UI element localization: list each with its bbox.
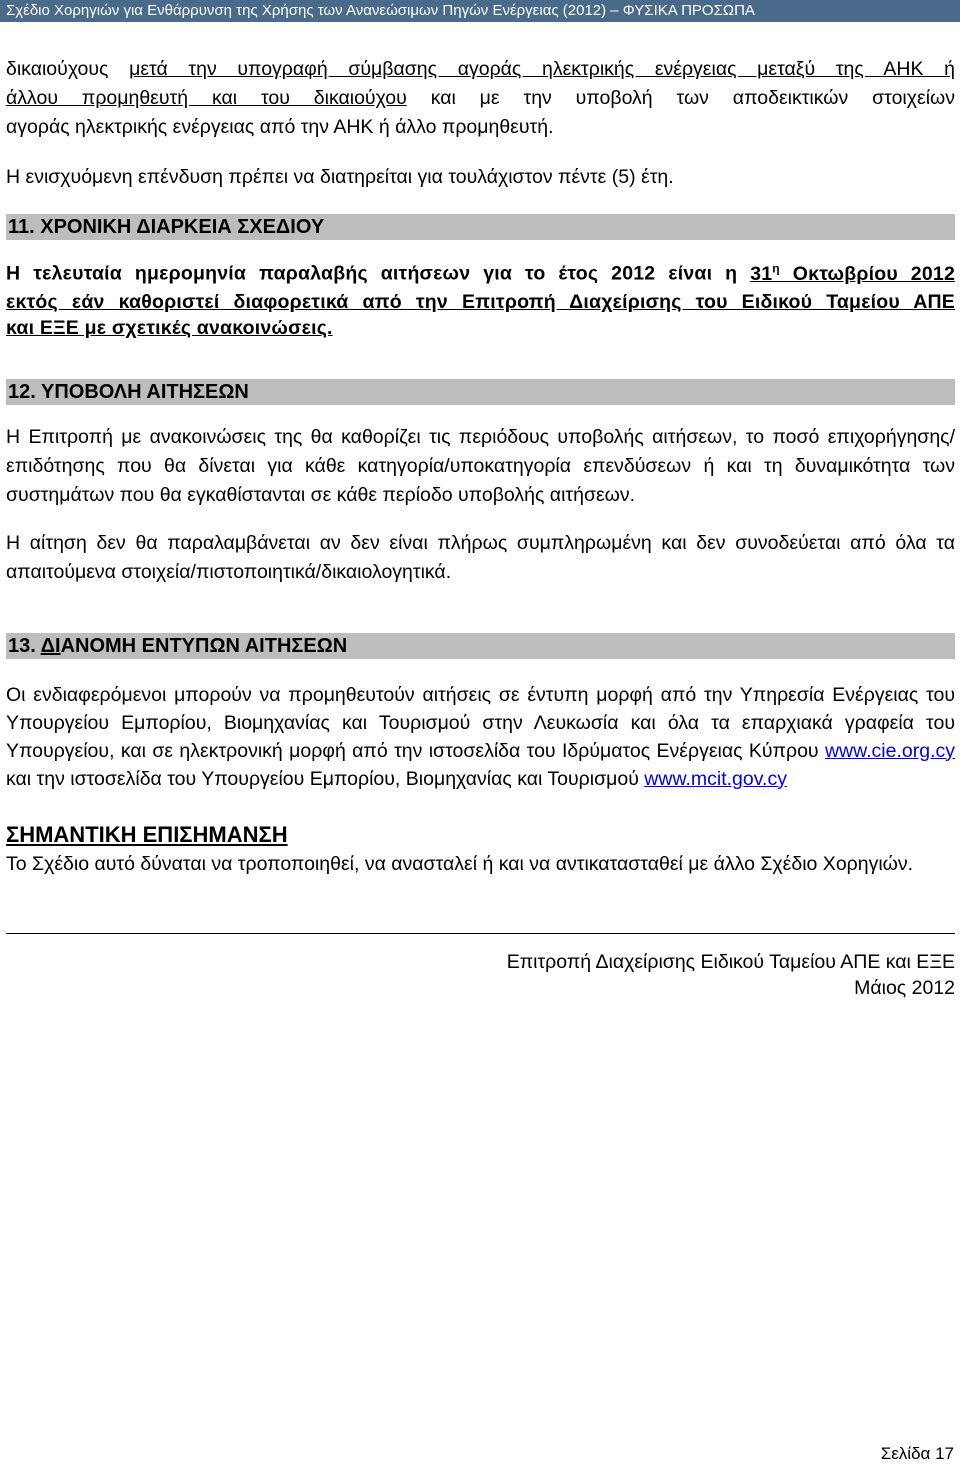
- section-13-number: 13.: [8, 634, 41, 657]
- intro-underlined-text: μετά την υπογραφή σύμβασης αγοράς ηλεκτρικής ενέργειας μεταξύ της ΑΗΚ ή: [129, 58, 955, 80]
- important-notice: [6, 820, 955, 878]
- date-day: 31: [750, 262, 773, 285]
- signature-committee: Επιτροπή Διαχείρισης Ειδικού Ταμείου ΑΠΕ και ΕΞΕ: [506, 950, 955, 973]
- section-11-body: [6, 254, 955, 341]
- section-11-date: [750, 263, 955, 285]
- section-13-heading-underlined: ΔΙ: [40, 634, 61, 657]
- important-notice-title: ΣΗΜΑΝΤΙΚΗ ΕΠΙΣΗΜΑΝΣΗ: [6, 821, 288, 847]
- date-month-year: Οκτωβρίου 2012: [779, 262, 955, 285]
- section-11-line-3: και ΕΞΕ με σχετικές ανακοινώσεις.: [6, 316, 333, 339]
- page-number: Σελίδα 17: [880, 1444, 954, 1463]
- intro-line-3: αγοράς ηλεκτρικής ενέργειας από την ΑΗΚ ή άλλο προμηθευτή.: [6, 116, 554, 138]
- section-13-text: Οι ενδιαφερόμενοι μπορούν να προμηθευτούν αιτήσεις σε έντυπη μορφή από την Υπηρεσία Ενέργειας του Υπουργείου Εμπορίου, Βιομηχανίας και Τουρισμού στην Λευκωσία και όλα τα επαρχιακά γραφεία του Υπουργείου, και σε ηλεκτρονική μορφή από την ιστοσελίδα του Ιδρύματος Ενέργειας Κύπρου: [6, 683, 955, 762]
- document-header: [0, 0, 960, 22]
- section-13-heading: [6, 633, 955, 659]
- signature-divider: [6, 933, 955, 934]
- intro-underlined-text-2: άλλου προμηθευτή και του δικαιούχου: [6, 87, 407, 109]
- section-11-line-1: [6, 254, 955, 289]
- section-13-paragraph: [6, 681, 955, 793]
- important-notice-text: Το Σχέδιο αυτό δύναται να τροποποιηθεί, να ανασταλεί ή και να αντικατασταθεί με άλλο Σχέδιο Χορηγιών.: [6, 852, 914, 875]
- intro-line-2: [6, 84, 955, 113]
- cie-website-link[interactable]: www.cie.org.cy: [824, 739, 955, 762]
- section-12-heading: 12. ΥΠΟΒΟΛΗ ΑΙΤΗΣΕΩΝ: [6, 379, 955, 405]
- document-body: [6, 55, 955, 1001]
- section-13-heading-text: ΑΝΟΜΗ ΕΝΤΥΠΩΝ ΑΙΤΗΣΕΩΝ: [60, 634, 348, 657]
- intro-text: δικαιούχους: [6, 58, 130, 80]
- intro-paragraph-2: Η ενισχυόμενη επένδυση πρέπει να διατηρείται για τουλάχιστον πέντε (5) έτη.: [6, 166, 674, 188]
- section-12-paragraph-2: Η αίτηση δεν θα παραλαμβάνεται αν δεν είναι πλήρως συμπληρωμένη και δεν συνοδεύεται από όλα τα απαιτούμενα στοιχεία/πιστοποιητικά/δικαιολογητικά.: [6, 531, 955, 583]
- signature-block: [6, 949, 955, 1001]
- section-11-heading: 11. ΧΡΟΝΙΚΗ ΔΙΑΡΚΕΙΑ ΣΧΕΔΙΟΥ: [6, 214, 955, 240]
- signature-date: Μάιος 2012: [854, 976, 955, 999]
- intro-text-2: και με την υποβολή των αποδεικτικών στοιχείων: [406, 87, 955, 109]
- section-13-text-2: και την ιστοσελίδα του Υπουργείου Εμπορίου, Βιομηχανίας και Τουρισμού: [6, 767, 645, 790]
- intro-line-1: [6, 55, 955, 84]
- section-11-text: Η τελευταία ημερομηνία παραλαβής αιτήσεων για το έτος 2012 είναι η: [6, 262, 751, 285]
- mcit-website-link[interactable]: www.mcit.gov.cy: [644, 767, 787, 790]
- date-ordinal: η: [772, 261, 780, 275]
- document-header-title: Σχέδιο Χορηγιών για Ενθάρρυνση της Χρήσης των Ανανεώσιμων Πηγών Ενέργειας (2012) – ΦΥΣΙΚΑ ΠΡΟΣΩΠΑ: [6, 2, 755, 19]
- section-11-line-2: εκτός εάν καθοριστεί διαφορετικά από την Επιτροπή Διαχείρισης του Ειδικού Ταμείου ΑΠΕ: [6, 290, 955, 313]
- section-12-paragraph-1: Η Επιτροπή με ανακοινώσεις της θα καθορίζει τις περιόδους υποβολής αιτήσεων, το ποσό επιχορήγησης/επιδότησης που θα δίνεται για κάθε κατηγορία/υποκατηγορία επενδύσεων ή και τη δυναμικότητα των συστημάτων που θα εγκαθίστανται σε κάθε περίοδο υποβολής αιτήσεων.: [6, 425, 955, 506]
